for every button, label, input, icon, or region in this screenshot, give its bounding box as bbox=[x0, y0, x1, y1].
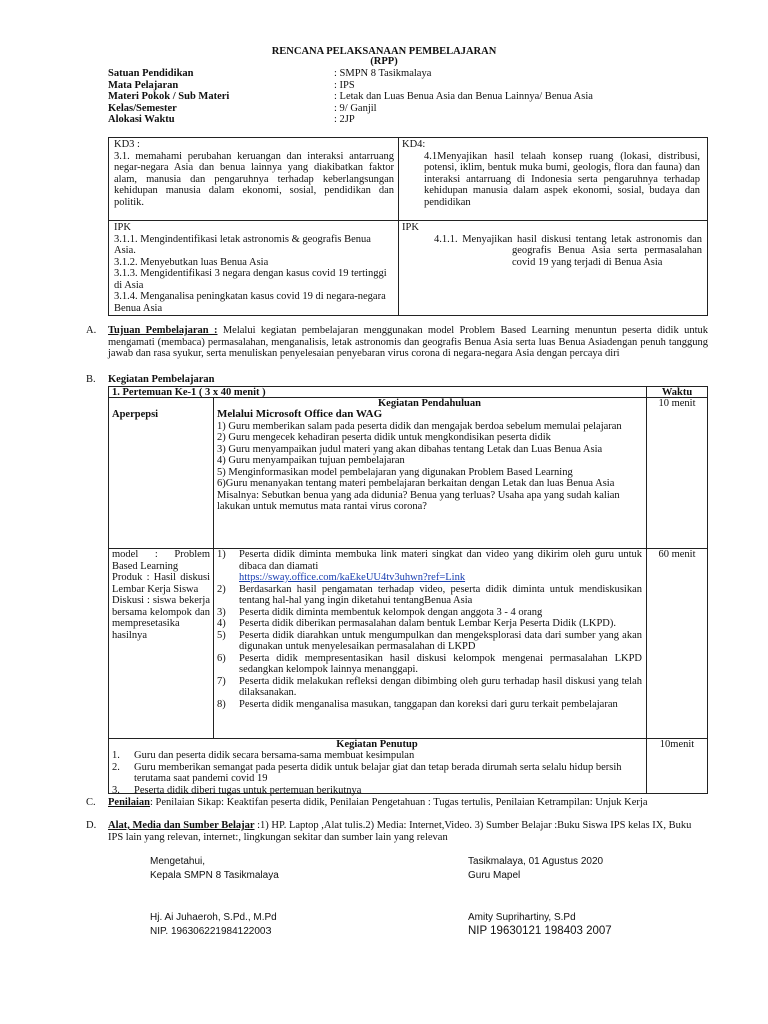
section-c-text: : Penilaian Sikap: Keaktifan peserta didik, Penilaian Pengetahuan : Tugas tertulis, Penilaian Ketrampilan: Unjuk Kerja bbox=[150, 797, 648, 808]
inti-diskusi: Diskusi : siswa bekerja bersama kelompok dan mempresetasika hasilnya bbox=[112, 595, 210, 641]
inti-item: Berdasarkan hasil pengamatan terhadap video, peserta didik diminta untuk mendiskusikan tentang hal-hal yang ingin diketahui tentangBenua Asia bbox=[239, 583, 642, 606]
waktu-col-divider bbox=[646, 386, 647, 794]
penutup-item: Guru memberikan semangat pada peserta didik untuk belajar giat dan tetap berada dirumah serta selalu hidup bersih terutama saat pandemi covid 19 bbox=[134, 761, 622, 784]
penutup-content bbox=[112, 750, 642, 796]
ipk-item: 3.1.1. Mengindentifikasi letak astronomis & geografis Benua Asia. bbox=[114, 233, 371, 256]
pendahuluan-subtitle: Melalui Microsoft Office dan WAG bbox=[217, 408, 383, 420]
kd-row-divider bbox=[108, 220, 708, 221]
section-b-label: Kegiatan Pembelajaran bbox=[108, 374, 215, 385]
meeting-label: 1. Pertemuan Ke-1 ( 3 x 40 menit ) bbox=[112, 387, 266, 398]
kd-divider bbox=[398, 137, 399, 316]
signature-right-identity bbox=[468, 912, 612, 937]
item-number: 6) bbox=[217, 652, 226, 664]
item-number bbox=[217, 572, 239, 584]
headmaster-name: Hj. Ai Juhaeroh, S.Pd., M.Pd bbox=[150, 912, 277, 923]
signature-right bbox=[468, 856, 603, 881]
identity-label: Materi Pokok / Sub Materi bbox=[108, 91, 230, 102]
ipk-left-cell bbox=[114, 222, 394, 314]
identity-value: : SMPN 8 Tasikmalaya bbox=[334, 68, 432, 79]
identity-value: : Letak dan Luas Benua Asia dan Benua Lainnya/ Benua Asia bbox=[334, 91, 593, 102]
inti-item: Peserta didik diminta membuka link materi singkat dan video yang dikirim oleh guru untuk dibaca dan diamati bbox=[239, 549, 642, 572]
item-number: 7) bbox=[217, 675, 226, 687]
penutup-item: Peserta didik diberi tugas untuk pertemuan berikutnya bbox=[134, 784, 362, 796]
pendahuluan-content bbox=[217, 409, 642, 513]
signature-right-line2: Guru Mapel bbox=[468, 869, 521, 881]
kd4-cell bbox=[402, 139, 702, 208]
pendahuluan-item: 2) Guru mengecek kehadiran peserta didik untuk mengkondisikan peserta didik bbox=[217, 432, 551, 443]
kd3-cell bbox=[114, 139, 394, 208]
signature-left bbox=[150, 856, 279, 881]
identity-value: : IPS bbox=[334, 79, 355, 91]
penutup-time: 10menit bbox=[659, 739, 695, 750]
document-subtitle: (RPP) bbox=[370, 56, 398, 67]
apersepsi-label: Aperpepsi bbox=[112, 409, 159, 420]
section-d-paragraph bbox=[108, 820, 708, 843]
section-a-letter: A. bbox=[86, 325, 97, 336]
pendahuluan-item: 6)Guru menanyakan tentang materi pembelajaran berkaitan dengan Letak dan luas Benua Asia Misalnya: Sebutkan benua yang ada didunia? Benua yang terluas? Usaha apa yang sudah kalian lakukan untuk memutus mata rantai virus corona? bbox=[217, 478, 620, 512]
section-c-label: Penilaian bbox=[108, 797, 151, 808]
signature-left-line2: Kepala SMPN 8 Tasikmalaya bbox=[150, 869, 279, 881]
kd4-text: 4.1Menyajikan hasil telaah konsep ruang (lokasi, distribusi, potensi, iklim, bentuk muka bumi, geologis, flora dan fauna) dan interaksi antarruang di Indonesia serta pengaruhnya terhadap kehidupan manusia dalam aspek ekonomi, sosial, budaya dan pendidikan bbox=[424, 150, 700, 208]
document-title: RENCANA PELAKSANAAN PEMBELAJARAN bbox=[271, 46, 497, 57]
section-a-text: Melalui kegiatan pembelajaran menggunakan model Problem Based Learning menuntun peserta didik untuk mengamati (membaca) permasalahan, menganalisis, letak astronomis dan geografis Benua Asia serta luas Benua Asiadengan penuh tanggung jawab dan rasa syukur, serta menuliskan penyelesaian penyebaran virus corona di negara-negara Asia dengan percaya diri bbox=[108, 325, 708, 359]
section-c-paragraph bbox=[108, 797, 708, 809]
ipk-right-title: IPK bbox=[402, 222, 419, 233]
pendahuluan-time: 10 menit bbox=[658, 398, 696, 409]
penutup-item: Guru dan peserta didik secara bersama-sama membuat kesimpulan bbox=[134, 750, 415, 761]
item-number: 2) bbox=[217, 583, 226, 595]
item-number: 5) bbox=[217, 629, 226, 641]
identity-label: Kelas/Semester bbox=[108, 102, 177, 114]
item-number: 3) bbox=[217, 606, 226, 618]
pendahuluan-item: 3) Guru menyampaikan judul materi yang akan dibahas tentang Letak dan Luas Benua Asia bbox=[217, 443, 603, 455]
inti-item: Peserta didik diarahkan untuk mengumpulkan dan mengeksplorasi data dari sumber yang akan digunakan untuk menyelesaikan permasalahan di LKPD bbox=[239, 629, 642, 652]
ipk-item: 3.1.2. Menyebutkan luas Benua Asia bbox=[114, 256, 269, 268]
ipk-item: 3.1.3. Mengidentifikasi 3 negara dengan kasus covid 19 tertinggi di Asia bbox=[114, 268, 387, 291]
identity-label: Satuan Pendidikan bbox=[108, 68, 194, 79]
inti-content bbox=[217, 549, 642, 710]
item-number: 2. bbox=[112, 761, 120, 773]
identity-block bbox=[108, 68, 668, 126]
section-d-letter: D. bbox=[86, 820, 97, 831]
inti-produk: Produk : Hasil diskusi Lembar Kerja Siswa bbox=[112, 572, 210, 595]
signature-right-line1: Tasikmalaya, 01 Agustus 2020 bbox=[468, 856, 604, 867]
teacher-nip: NIP 19630121 198403 2007 bbox=[468, 924, 612, 937]
signature-left-line1: Mengetahui, bbox=[150, 856, 206, 867]
inti-item: Peserta didik diberikan permasalahan dalam bentuk Lembar Kerja Peserta Didik (LKPD). bbox=[239, 618, 617, 629]
pendahuluan-title: Kegiatan Pendahuluan bbox=[378, 398, 481, 409]
kd4-title: KD4: bbox=[402, 139, 426, 150]
section-d-label: Alat, Media dan Sumber Belajar bbox=[108, 820, 255, 831]
item-number: 3. bbox=[112, 784, 120, 796]
pendahuluan-item: 1) Guru memberikan salam pada peserta didik dan mengajak berdoa sebelum memulai pelajaran bbox=[217, 420, 622, 432]
item-number: 1. bbox=[112, 750, 120, 761]
inti-model: model : Problem Based Learning bbox=[112, 549, 210, 572]
item-number: 4) bbox=[217, 618, 226, 629]
item-number: 8) bbox=[217, 698, 226, 710]
identity-label: Mata Pelajaran bbox=[108, 79, 179, 91]
ipk-right-cell bbox=[402, 222, 702, 268]
inti-item: Peserta didik menganalisa masukan, tanggapan dan koreksi dari guru terkait pembelajaran bbox=[239, 698, 618, 710]
kd3-text: 3.1. memahami perubahan keruangan dan interaksi antarruang negar-negara Asia dan benua lainnya yang diakibatkan faktor alam, manusia dan pengaruhnya terhadap keberlangsungan kehidupan manusia dalam ekonomi, sosial, pendidikan dan politik. bbox=[114, 150, 394, 208]
left-col-divider bbox=[213, 397, 214, 738]
identity-value: : 2JP bbox=[334, 114, 355, 125]
identity-label: Alokasi Waktu bbox=[108, 114, 175, 125]
item-number: 1) bbox=[217, 549, 226, 560]
section-a-label: Tujuan Pembelajaran : bbox=[108, 325, 218, 336]
ipk-right-text: 4.1.1. Menyajikan hasil diskusi tentang letak astronomis dan geografis Benua Asia serta permasalahan covid 19 yang terjadi di Benua Asia bbox=[434, 233, 702, 268]
signature-left-identity bbox=[150, 912, 277, 937]
inti-item: Peserta didik melakukan refleksi dengan dibimbing oleh guru terhadap hasil diskusi yang telah dilaksanakan. bbox=[239, 675, 642, 698]
section-a-paragraph bbox=[108, 325, 708, 360]
pendahuluan-item: 4) Guru menyampaikan tujuan pembelajaran bbox=[217, 455, 405, 466]
inti-time: 60 menit bbox=[658, 549, 696, 560]
materi-link[interactable]: https://sway.office.com/kaEkeUU4tv3uhwn?ref=Link bbox=[239, 572, 466, 583]
section-b-letter: B. bbox=[86, 374, 96, 385]
ipk-left-title: IPK bbox=[114, 222, 131, 233]
section-c-letter: C. bbox=[86, 797, 96, 808]
identity-value: : 9/ Ganjil bbox=[334, 102, 377, 114]
inti-item: Peserta didik diminta membentuk kelompok dengan anggota 3 - 4 orang bbox=[239, 606, 543, 618]
penutup-title: Kegiatan Penutup bbox=[336, 739, 418, 750]
section-d-text: :1) HP. Laptop ,Alat tulis.2) Media: Internet,Video. 3) Sumber Belajar :Buku Siswa IPS kelas IX, Buku IPS lain yang relevan, internet:, lingkungan sekitar dan sumber lain yang relevan bbox=[108, 820, 692, 843]
inti-left-cell bbox=[112, 549, 210, 641]
teacher-name: Amity Suprihartiny, S.Pd bbox=[468, 912, 576, 923]
ipk-item: 3.1.4. Menganalisa peningkatan kasus covid 19 di negara-negara Benua Asia bbox=[114, 291, 386, 314]
kd3-title: KD3 : bbox=[114, 139, 140, 150]
waktu-header: Waktu bbox=[661, 387, 693, 398]
pendahuluan-item: 5) Menginformasikan model pembelajaran yang digunakan Problem Based Learning bbox=[217, 466, 573, 478]
headmaster-nip: NIP. 19630622198412200З bbox=[150, 925, 272, 937]
inti-item: Peserta didik mempresentasikan hasil diskusi kelompok mengenai permasalahan LKPD sedangkan kelompok lainnya menanggapi. bbox=[239, 652, 642, 675]
